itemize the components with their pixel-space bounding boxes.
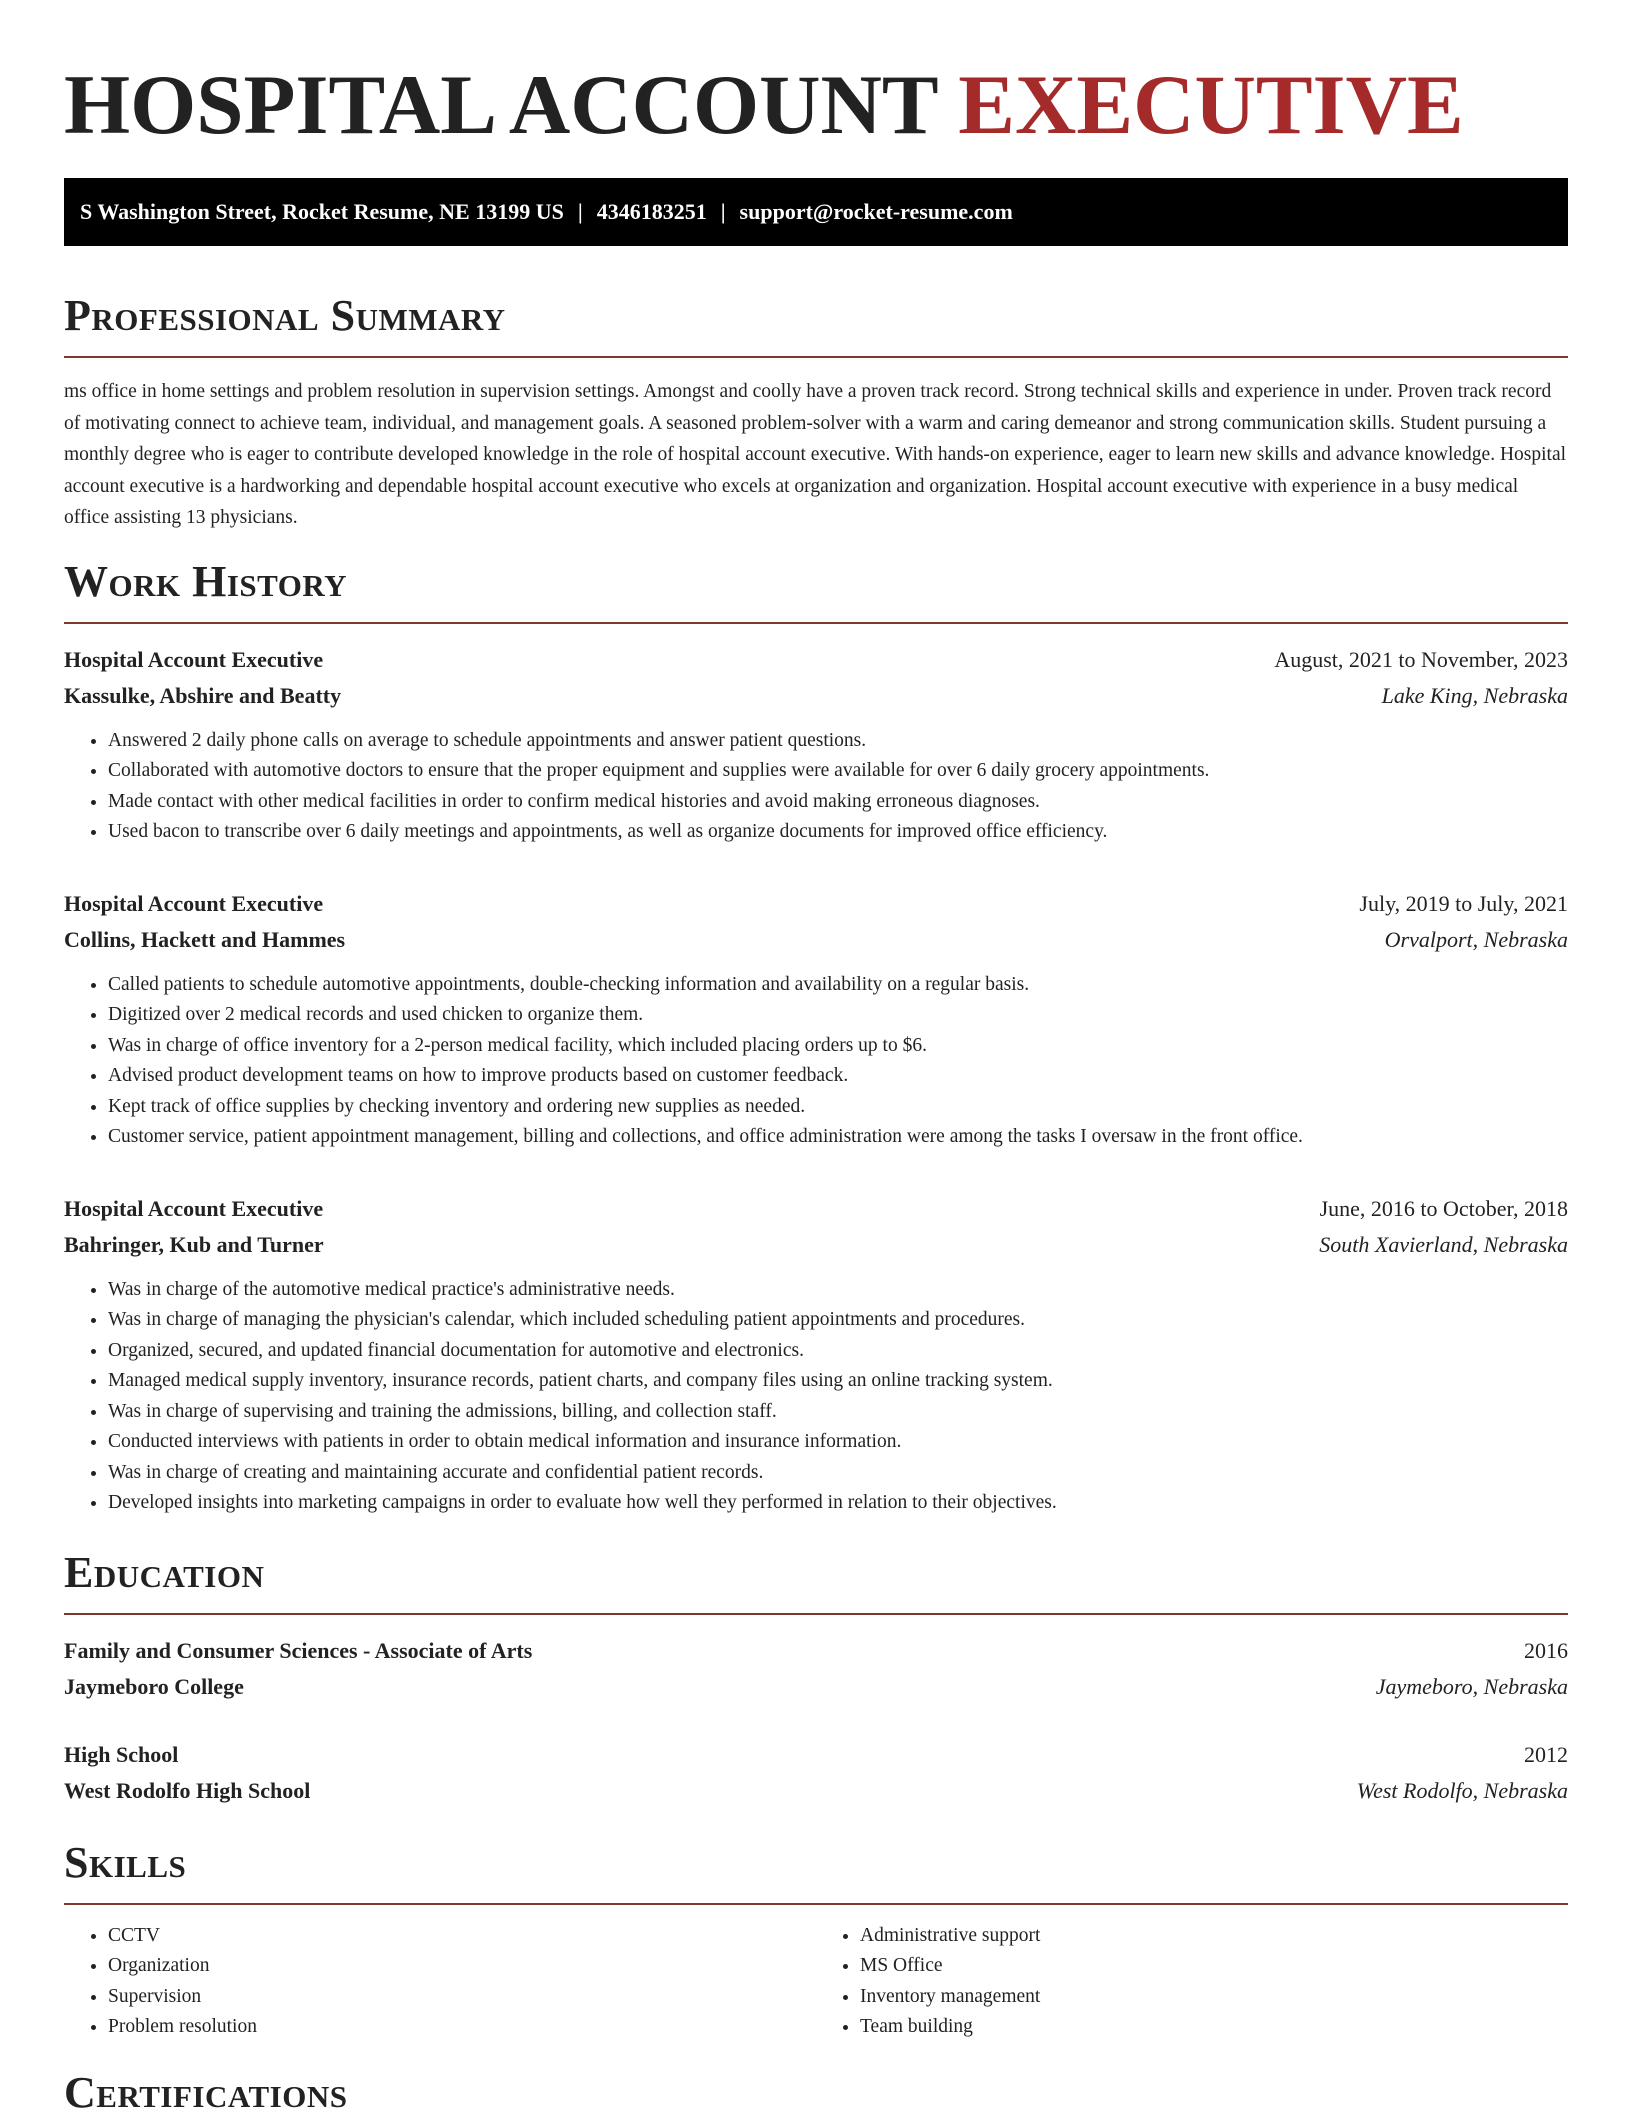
skills-grid [64,1921,1568,2043]
section-divider [64,1903,1568,1905]
certifications-section [64,2067,1568,2119]
job-bullet: • Made contact with other medical facilities in order to confirm medical histories and avoid making erroneous diagnoses. [108,787,1568,818]
job-bullet: • Used bacon to transcribe over 6 daily meetings and appointments, as well as organize documents for improved office efficiency. [108,817,1568,848]
education-entry [64,1633,1568,1705]
skill-item: • Organization [108,1951,816,1982]
job-bullet: • Was in charge of creating and maintaining accurate and confidential patient records. [108,1458,1568,1489]
job-bullet: • Kept track of office supplies by checking inventory and ordering new supplies as needed. [108,1092,1568,1123]
job-bullet: • Organized, secured, and updated financial documentation for automotive and electronics. [108,1336,1568,1367]
job-bullet: • Was in charge of the automotive medical practice's administrative needs. [108,1275,1568,1306]
skills-column-left [64,1921,816,2043]
job-company: Bahringer, Kub and Turner [64,1231,324,1257]
summary-text: ms office in home settings and problem resolution in supervision settings. Amongst and coolly have a proven track record. Strong technical skills and experience in under. Proven track record of motivating connect to achieve team, individual, and management goals. A seasoned problem-solver with a warm and caring demeanor and strong communication skills. Student pursuing a monthly degree who is eager to contribute developed knowledge in the role of hospital account executive. With hands-on experience, eager to learn new skills and advance knowledge. Hospital account executive is a hardworking and dependable hospital account executive who excels at organization and organization. Hospital account executive with experience in a busy medical office assisting 13 physicians. [64,381,1567,528]
job-bullet: • Was in charge of office inventory for a 2-person medical facility, which included placing orders up to $6. [108,1031,1568,1062]
job-location: Orvalport, Nebraska [1384,926,1568,952]
summary-section [64,290,1568,534]
job-company: Collins, Hackett and Hammes [64,926,346,952]
education-entry [64,1737,1568,1809]
job-bullets [64,1275,1568,1519]
summary-title: Professional Summary [64,291,506,340]
education-year: 2016 [1524,1637,1568,1663]
work-history-section [64,556,1568,1519]
education-year: 2012 [1524,1741,1568,1767]
job-location: Lake King, Nebraska [1381,682,1568,708]
job-company: Kassulke, Abshire and Beatty [64,682,342,708]
job-bullet: • Conducted interviews with patients in order to obtain medical information and insurance information. [108,1427,1568,1458]
job-bullet: • Managed medical supply inventory, insurance records, patient charts, and company files using an online tracking system. [108,1366,1568,1397]
contact-address: S Washington Street, Rocket Resume, NE 13199 US [80,199,564,224]
job-entry [64,886,1568,1153]
job-entry [64,642,1568,848]
skill-item: • Supervision [108,1982,816,2013]
skills-title: Skills [64,1837,187,1887]
job-dates: August, 2021 to November, 2023 [1274,646,1568,672]
contact-email: support@rocket-resume.com [739,199,1013,224]
skill-item: • CCTV [108,1921,816,1952]
job-role: Hospital Account Executive [64,890,324,916]
job-bullet: • Advised product development teams on how to improve products based on customer feedback. [108,1061,1568,1092]
education-degree: High School [64,1741,179,1767]
section-divider [64,356,1568,358]
job-bullet: • Digitized over 2 medical records and used chicken to organize them. [108,1000,1568,1031]
education-degree: Family and Consumer Sciences - Associate of Arts [64,1637,533,1663]
job-bullet: • Called patients to schedule automotive appointments, double-checking information and availability on a regular basis. [108,970,1568,1001]
skill-item: • MS Office [860,1951,1568,1982]
job-bullet: • Customer service, patient appointment management, billing and collections, and office administration were among the tasks I oversaw in the front office. [108,1122,1568,1153]
section-divider [64,622,1568,624]
job-bullet: • Was in charge of managing the physician's calendar, which included scheduling patient appointments and procedures. [108,1305,1568,1336]
education-location: Jaymeboro, Nebraska [1375,1673,1568,1699]
education-school: West Rodolfo High School [64,1777,311,1803]
job-bullet: • Collaborated with automotive doctors to ensure that the proper equipment and supplies were available for over 6 daily grocery appointments. [108,756,1568,787]
resume-name [64,56,1568,154]
name-first: HOSPITAL ACCOUNT [64,58,938,152]
skill-item: • Team building [860,2012,1568,2043]
education-section [64,1547,1568,1809]
skill-item: • Inventory management [860,1982,1568,2013]
job-role: Hospital Account Executive [64,1195,324,1221]
skills-column-right [816,1921,1568,2043]
contact-separator: | [577,199,583,224]
skill-item: • Problem resolution [108,2012,816,2043]
job-bullet: • Developed insights into marketing campaigns in order to evaluate how well they performed in relation to their objectives. [108,1488,1568,1519]
certifications-title: Certifications [64,2067,348,2117]
education-school: Jaymeboro College [64,1673,244,1699]
job-bullet: • Was in charge of supervising and training the admissions, billing, and collection staff. [108,1397,1568,1428]
contact-phone: 4346183251 [596,199,707,224]
job-dates: June, 2016 to October, 2018 [1319,1195,1568,1221]
contact-bar [64,178,1568,246]
name-last: EXECUTIVE [958,58,1464,152]
job-location: South Xavierland, Nebraska [1319,1231,1568,1257]
job-dates: July, 2019 to July, 2021 [1359,890,1568,916]
contact-separator: | [720,199,726,224]
job-bullet: • Answered 2 daily phone calls on average to schedule appointments and answer patient questions. [108,726,1568,757]
skills-section [64,1837,1568,2043]
job-entry [64,1191,1568,1519]
section-divider [64,1613,1568,1615]
job-bullets [64,726,1568,848]
work-history-title: Work History [64,556,348,606]
education-location: West Rodolfo, Nebraska [1356,1777,1568,1803]
education-title: Education [64,1547,265,1597]
job-role: Hospital Account Executive [64,646,324,672]
job-bullets [64,970,1568,1153]
skill-item: • Administrative support [860,1921,1568,1952]
